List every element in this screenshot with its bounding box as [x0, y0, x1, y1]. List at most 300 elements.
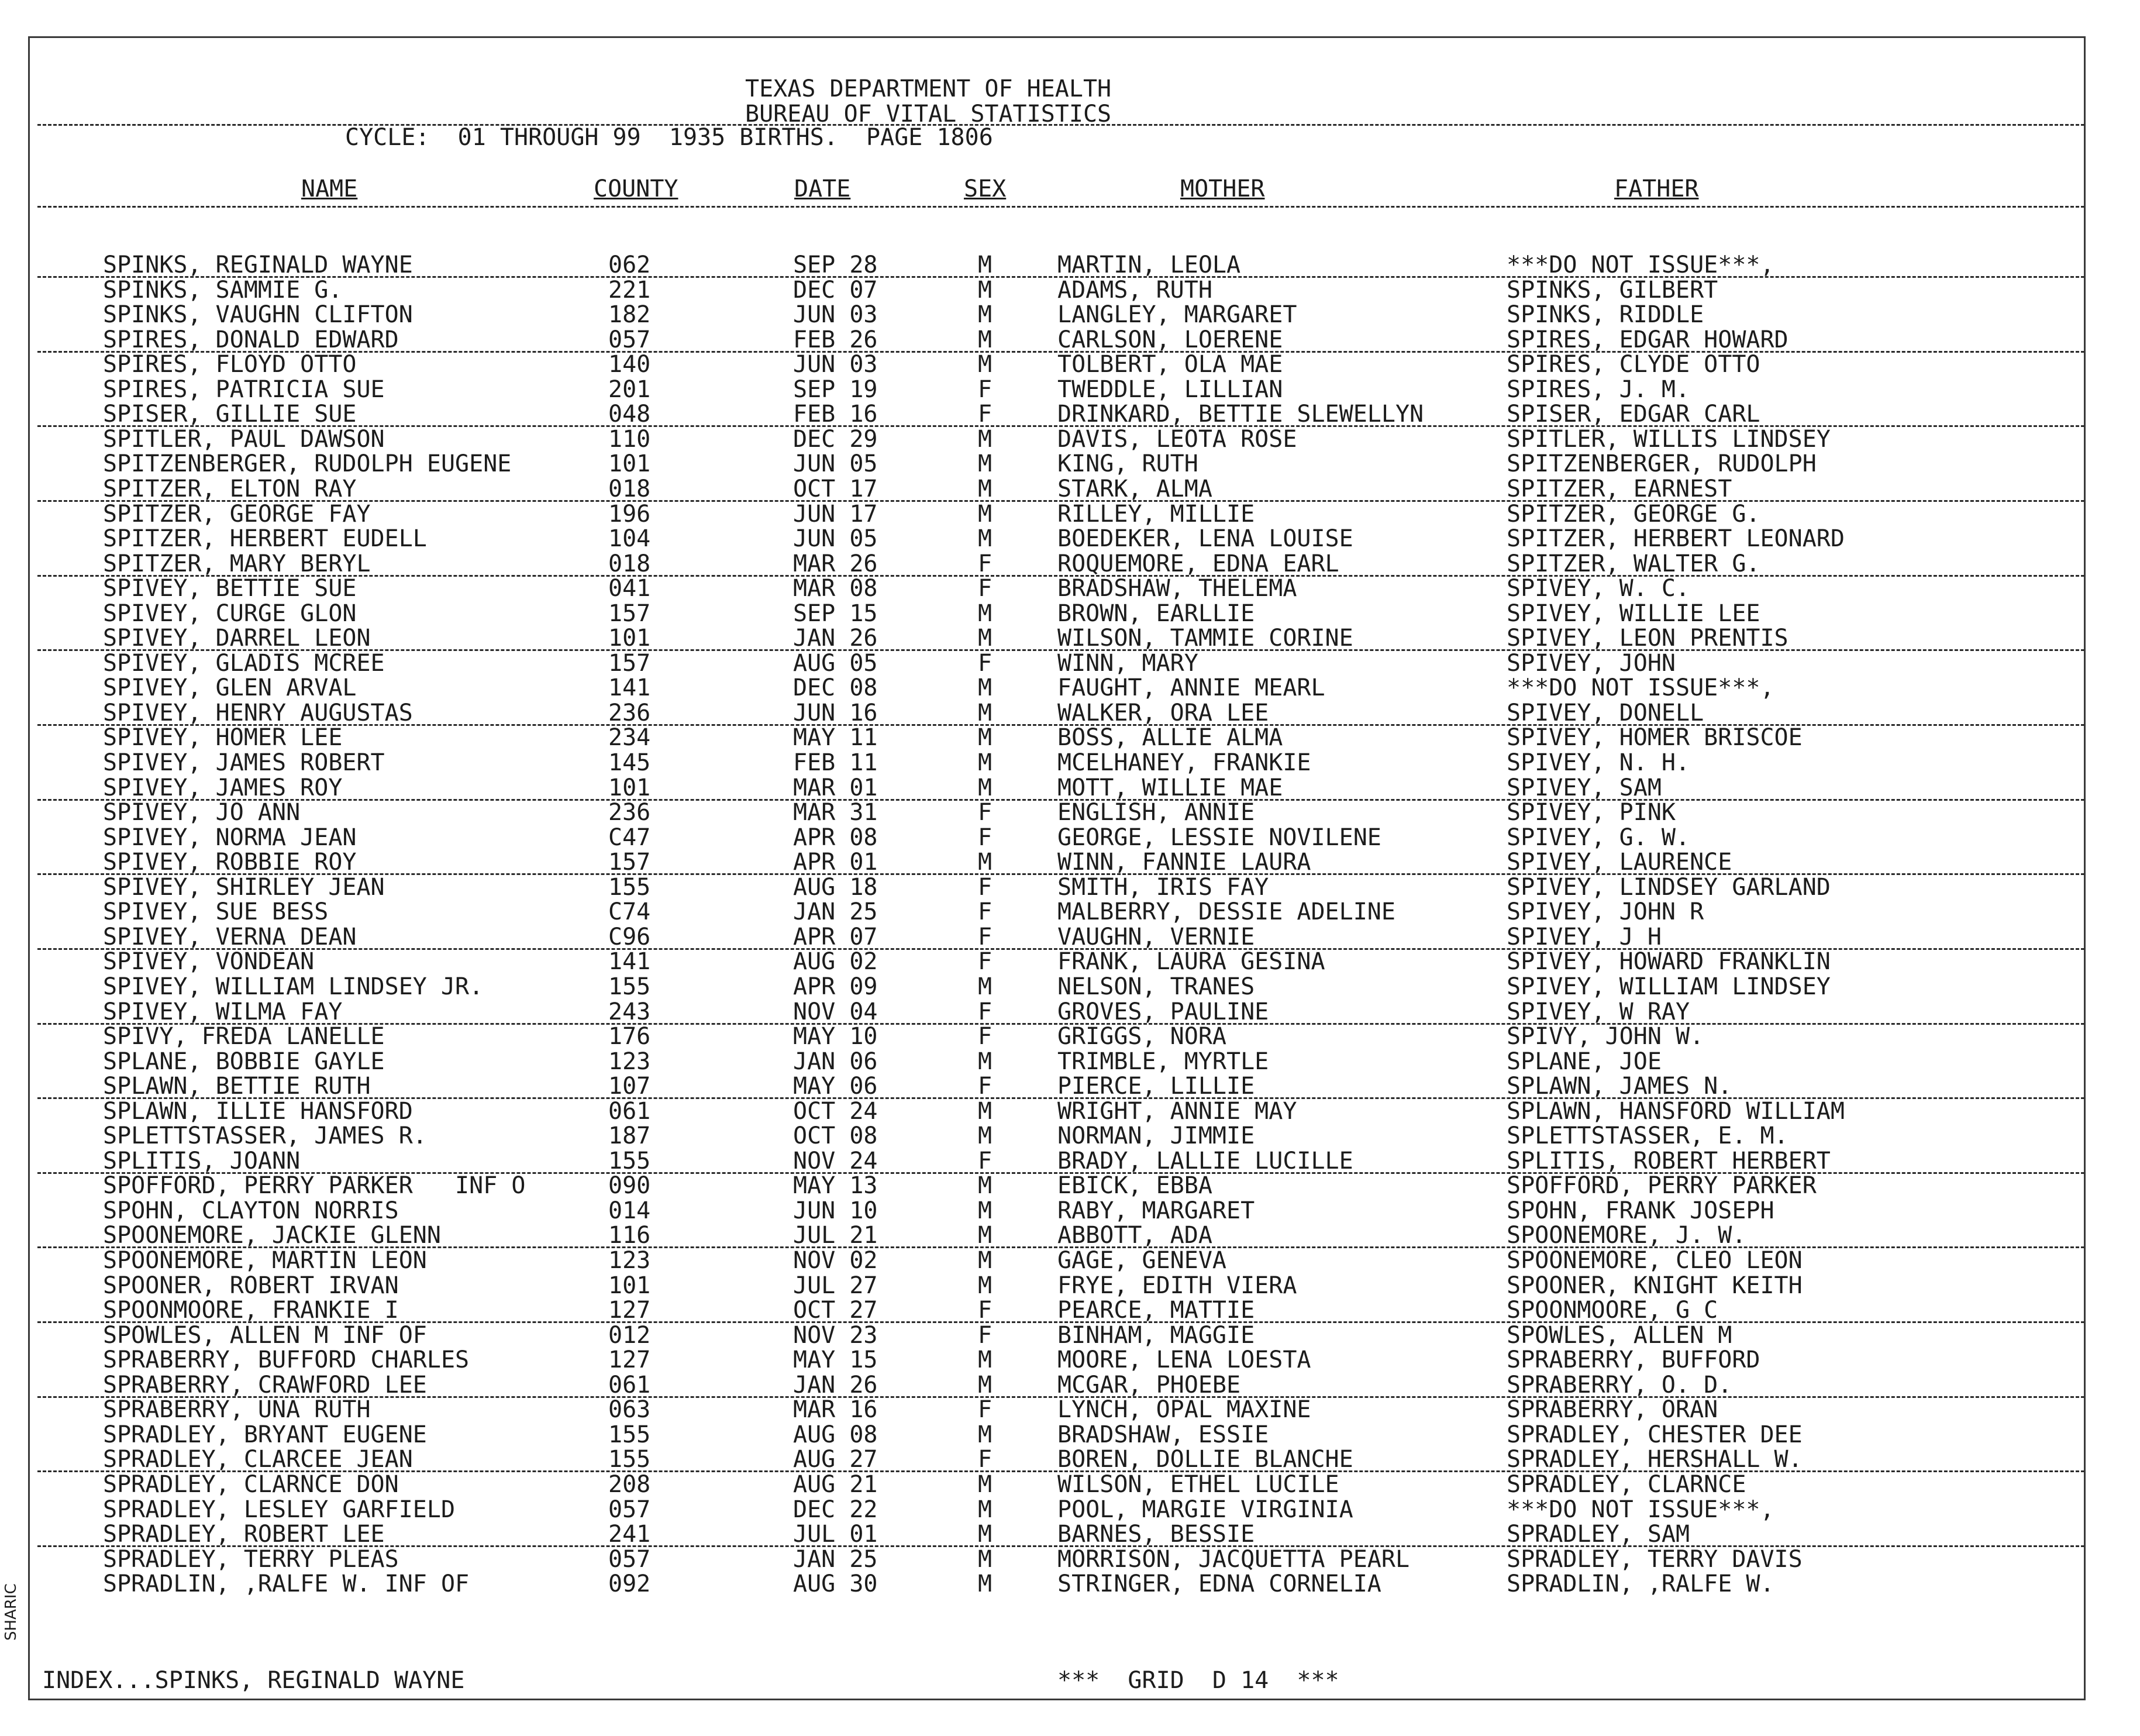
record-sex: M	[978, 1097, 993, 1125]
record-county: 018	[608, 550, 651, 577]
record-county: 123	[608, 1048, 651, 1075]
record-name: SPOONER, ROBERT IRVAN	[103, 1272, 399, 1299]
record-mother: MCELHANEY, FRANKIE	[1057, 749, 1311, 776]
record-father: SPIVEY, LEON PRENTIS	[1507, 625, 1788, 652]
record-date: JAN 26	[793, 625, 878, 652]
record-name: SPITZER, GEORGE FAY	[103, 500, 371, 528]
record-county: 221	[608, 276, 651, 304]
record-father: SPOWLES, ALLEN M	[1507, 1321, 1732, 1349]
record-sex: M	[978, 525, 993, 553]
record-date: JAN 25	[793, 1545, 878, 1573]
record-father: SPITZER, EARNEST	[1507, 475, 1732, 502]
record-name: SPLAWN, ILLIE HANSFORD	[103, 1097, 413, 1125]
record-name: SPIVY, FREDA LANELLE	[103, 1023, 385, 1050]
record-father: SPRABERRY, O. D.	[1507, 1371, 1732, 1399]
record-sex: F	[978, 1396, 993, 1424]
record-mother: WILSON, TAMMIE CORINE	[1057, 625, 1353, 652]
record-county: 187	[608, 1122, 651, 1150]
record-father: SPRADLEY, CHESTER DEE	[1507, 1421, 1803, 1448]
record-name: SPIVEY, VERNA DEAN	[103, 923, 357, 950]
record-father: SPOONEMORE, CLEO LEON	[1507, 1247, 1803, 1274]
record-mother: CARLSON, LOERENE	[1057, 326, 1283, 353]
record-father: SPIVEY, PINK	[1507, 799, 1676, 826]
record-county: 014	[608, 1197, 651, 1224]
record-name: SPIVEY, HOMER LEE	[103, 724, 343, 752]
record-county: 176	[608, 1023, 651, 1050]
record-name: SPIVEY, ROBBIE ROY	[103, 849, 357, 876]
record-mother: NORMAN, JIMMIE	[1057, 1122, 1255, 1150]
record-name: SPRABERRY, CRAWFORD LEE	[103, 1371, 427, 1399]
record-sex: F	[978, 799, 993, 826]
record-name: SPOFFORD, PERRY PARKER INF O	[103, 1172, 526, 1200]
record-mother: EBICK, EBBA	[1057, 1172, 1212, 1200]
record-mother: BRADSHAW, THELEMA	[1057, 575, 1297, 602]
record-county: 127	[608, 1297, 651, 1324]
record-sex: F	[978, 923, 993, 950]
record-county: 012	[608, 1321, 651, 1349]
record-county: 145	[608, 749, 651, 776]
record-sex: F	[978, 550, 993, 577]
record-date: NOV 24	[793, 1147, 878, 1174]
record-father: SPRADLEY, HERSHALL W.	[1507, 1446, 1803, 1473]
record-name: SPINKS, VAUGHN CLIFTON	[103, 301, 413, 329]
record-sex: M	[978, 774, 993, 801]
record-date: JAN 25	[793, 898, 878, 926]
record-sex: F	[978, 948, 993, 976]
record-sex: F	[978, 1023, 993, 1050]
record-mother: SMITH, IRIS FAY	[1057, 873, 1269, 901]
record-mother: STARK, ALMA	[1057, 475, 1212, 502]
record-county: 090	[608, 1172, 651, 1200]
record-sex: M	[978, 450, 993, 478]
record-date: SEP 19	[793, 376, 878, 403]
record-date: JAN 06	[793, 1048, 878, 1075]
record-sex: M	[978, 1421, 993, 1448]
record-date: MAR 01	[793, 774, 878, 801]
record-father: SPIVEY, N. H.	[1507, 749, 1690, 776]
record-name: SPRADLIN, ,RALFE W. INF OF	[103, 1570, 470, 1598]
record-sex: M	[978, 475, 993, 502]
record-name: SPIVEY, JAMES ROY	[103, 774, 343, 801]
record-sex: M	[978, 1172, 993, 1200]
record-name: SPLANE, BOBBIE GAYLE	[103, 1048, 385, 1075]
record-county: 141	[608, 948, 651, 976]
record-sex: M	[978, 600, 993, 627]
record-date: SEP 28	[793, 252, 878, 278]
record-name: SPIVEY, WILMA FAY	[103, 998, 343, 1025]
record-date: JUN 17	[793, 500, 878, 528]
record-sex: M	[978, 1496, 993, 1523]
record-date: MAR 31	[793, 799, 878, 826]
record-date: APR 07	[793, 923, 878, 950]
record-mother: STRINGER, EDNA CORNELIA	[1057, 1570, 1381, 1598]
record-sex: M	[978, 326, 993, 353]
record-date: FEB 11	[793, 749, 878, 776]
index-label: INDEX...SPINKS, REGINALD WAYNE	[42, 1667, 465, 1694]
record-name: SPIVEY, VONDEAN	[103, 948, 315, 976]
record-mother: TWEDDLE, LILLIAN	[1057, 376, 1283, 403]
department-title: TEXAS DEPARTMENT OF HEALTH	[745, 75, 1112, 102]
record-date: DEC 07	[793, 276, 878, 304]
record-county: 208	[608, 1470, 651, 1498]
record-county: 107	[608, 1073, 651, 1100]
record-county: 123	[608, 1247, 651, 1274]
record-name: SPIVEY, JO ANN	[103, 799, 301, 826]
record-father: SPRABERRY, ORAN	[1507, 1396, 1718, 1424]
record-mother: BINHAM, MAGGIE	[1057, 1321, 1255, 1349]
column-name: NAME	[301, 175, 358, 202]
record-name: SPRADLEY, TERRY PLEAS	[103, 1545, 399, 1573]
record-date: AUG 30	[793, 1570, 878, 1598]
record-county: 236	[608, 699, 651, 726]
record-county: 018	[608, 475, 651, 502]
record-father: SPINKS, RIDDLE	[1507, 301, 1704, 329]
record-date: MAY 11	[793, 724, 878, 752]
record-date: AUG 18	[793, 873, 878, 901]
record-sex: F	[978, 1073, 993, 1100]
record-name: SPIRES, DONALD EDWARD	[103, 326, 399, 353]
record-county: 116	[608, 1222, 651, 1249]
record-mother: MOORE, LENA LOESTA	[1057, 1346, 1311, 1374]
record-date: NOV 23	[793, 1321, 878, 1349]
record-sex: M	[978, 1371, 993, 1399]
record-sex: F	[978, 649, 993, 677]
record-date: JUN 10	[793, 1197, 878, 1224]
record-father: SPLANE, JOE	[1507, 1048, 1662, 1075]
record-father: ***DO NOT ISSUE***,	[1507, 1496, 1774, 1523]
record-county: 061	[608, 1371, 651, 1399]
record-date: JUN 05	[793, 450, 878, 478]
record-county: 110	[608, 425, 651, 453]
record-name: SPOWLES, ALLEN M INF OF	[103, 1321, 427, 1349]
record-mother: BOSS, ALLIE ALMA	[1057, 724, 1283, 752]
record-father: ***DO NOT ISSUE***,	[1507, 674, 1774, 702]
record-county: 101	[608, 1272, 651, 1299]
record-date: MAY 06	[793, 1073, 878, 1100]
record-sex: F	[978, 1321, 993, 1349]
record-father: SPISER, EDGAR CARL	[1507, 401, 1760, 428]
record-date: OCT 27	[793, 1297, 878, 1324]
record-county: 155	[608, 1421, 651, 1448]
record-name: SPIRES, FLOYD OTTO	[103, 351, 357, 378]
record-name: SPIVEY, HENRY AUGUSTAS	[103, 699, 413, 726]
record-father: SPIRES, J. M.	[1507, 376, 1690, 403]
record-county: 057	[608, 1496, 651, 1523]
record-county: 182	[608, 301, 651, 329]
record-date: APR 09	[793, 973, 878, 1000]
record-date: FEB 26	[793, 326, 878, 353]
record-county: 041	[608, 575, 651, 602]
record-county: 234	[608, 724, 651, 752]
record-date: SEP 15	[793, 600, 878, 627]
record-date: AUG 02	[793, 948, 878, 976]
record-name: SPLAWN, BETTIE RUTH	[103, 1073, 371, 1100]
record-mother: WRIGHT, ANNIE MAY	[1057, 1097, 1297, 1125]
record-mother: RABY, MARGARET	[1057, 1197, 1255, 1224]
record-name: SPITLER, PAUL DAWSON	[103, 425, 385, 453]
record-county: 101	[608, 774, 651, 801]
column-sex: SEX	[964, 175, 1007, 202]
record-mother: MCGAR, PHOEBE	[1057, 1371, 1241, 1399]
record-father: SPRADLEY, CLARNCE	[1507, 1470, 1746, 1498]
record-sex: M	[978, 1272, 993, 1299]
record-sex: M	[978, 1048, 993, 1075]
record-father: SPIVEY, JOHN R	[1507, 898, 1704, 926]
record-county: 092	[608, 1570, 651, 1598]
record-mother: KING, RUTH	[1057, 450, 1198, 478]
column-mother: MOTHER	[1180, 175, 1265, 202]
record-sex: M	[978, 276, 993, 304]
record-name: SPIVEY, JAMES ROBERT	[103, 749, 385, 776]
record-father: SPIVEY, SAM	[1507, 774, 1662, 801]
record-mother: VAUGHN, VERNIE	[1057, 923, 1255, 950]
record-father: SPOONMOORE, G C	[1507, 1297, 1718, 1324]
record-county: 141	[608, 674, 651, 702]
record-father: SPITZER, GEORGE G.	[1507, 500, 1760, 528]
record-date: MAR 26	[793, 550, 878, 577]
record-sex: M	[978, 425, 993, 453]
record-mother: GROVES, PAULINE	[1057, 998, 1269, 1025]
record-date: JUL 21	[793, 1222, 878, 1249]
record-mother: MALBERRY, DESSIE ADELINE	[1057, 898, 1395, 926]
record-county: 155	[608, 1147, 651, 1174]
record-date: MAY 10	[793, 1023, 878, 1050]
record-county: 155	[608, 973, 651, 1000]
record-county: 157	[608, 849, 651, 876]
record-name: SPLETTSTASSER, JAMES R.	[103, 1122, 427, 1150]
record-sex: F	[978, 401, 993, 428]
record-mother: GRIGGS, NORA	[1057, 1023, 1226, 1050]
record-date: MAY 13	[793, 1172, 878, 1200]
record-county: 061	[608, 1097, 651, 1125]
record-date: JUN 05	[793, 525, 878, 553]
record-mother: ADAMS, RUTH	[1057, 276, 1212, 304]
record-county: 057	[608, 1545, 651, 1573]
record-father: SPITZER, WALTER G.	[1507, 550, 1760, 577]
record-father: SPIVEY, HOMER BRISCOE	[1507, 724, 1803, 752]
record-sex: M	[978, 1470, 993, 1498]
record-name: SPIVEY, WILLIAM LINDSEY JR.	[103, 973, 484, 1000]
record-date: JUN 16	[793, 699, 878, 726]
record-mother: FRANK, LAURA GESINA	[1057, 948, 1325, 976]
record-sex: M	[978, 1222, 993, 1249]
record-father: SPLETTSTASSER, E. M.	[1507, 1122, 1788, 1150]
record-name: SPINKS, SAMMIE G.	[103, 276, 343, 304]
record-father: SPIVEY, DONELL	[1507, 699, 1704, 726]
record-name: SPIVEY, SHIRLEY JEAN	[103, 873, 385, 901]
record-county: 157	[608, 649, 651, 677]
record-sex: F	[978, 873, 993, 901]
record-county: 063	[608, 1396, 651, 1424]
record-mother: BARNES, BESSIE	[1057, 1521, 1255, 1548]
record-county: 155	[608, 1446, 651, 1473]
record-date: JUN 03	[793, 351, 878, 378]
record-sex: M	[978, 1521, 993, 1548]
record-sex: M	[978, 1570, 993, 1598]
record-county: C47	[608, 824, 651, 851]
record-name: SPOHN, CLAYTON NORRIS	[103, 1197, 399, 1224]
grid-label: *** GRID D 14 ***	[1057, 1667, 1339, 1694]
record-date: OCT 17	[793, 475, 878, 502]
record-name: SPRADLEY, ROBERT LEE	[103, 1521, 385, 1548]
record-sex: M	[978, 1346, 993, 1374]
record-date: DEC 29	[793, 425, 878, 453]
record-date: DEC 08	[793, 674, 878, 702]
record-mother: PEARCE, MATTIE	[1057, 1297, 1255, 1324]
record-mother: BRADSHAW, ESSIE	[1057, 1421, 1269, 1448]
record-father: SPITZENBERGER, RUDOLPH	[1507, 450, 1817, 478]
record-father: SPIVEY, WILLIAM LINDSEY	[1507, 973, 1831, 1000]
record-name: SPRADLEY, CLARCEE JEAN	[103, 1446, 413, 1473]
record-county: 236	[608, 799, 651, 826]
column-father: FATHER	[1614, 175, 1699, 202]
record-date: APR 08	[793, 824, 878, 851]
record-mother: ABBOTT, ADA	[1057, 1222, 1212, 1249]
record-father: SPIVEY, W. C.	[1507, 575, 1690, 602]
cycle-line: CYCLE: 01 THROUGH 99 1935 BIRTHS. PAGE 1806	[345, 124, 993, 151]
record-father: SPOFFORD, PERRY PARKER	[1507, 1172, 1817, 1200]
record-date: AUG 08	[793, 1421, 878, 1448]
record-mother: WINN, MARY	[1057, 649, 1198, 677]
record-name: SPIVEY, SUE BESS	[103, 898, 329, 926]
record-father: SPRABERRY, BUFFORD	[1507, 1346, 1760, 1374]
record-father: SPIVEY, J H	[1507, 923, 1662, 950]
record-county: 062	[608, 252, 651, 278]
record-name: SPRABERRY, UNA RUTH	[103, 1396, 371, 1424]
record-name: SPITZER, ELTON RAY	[103, 475, 357, 502]
record-sex: M	[978, 500, 993, 528]
record-mother: BRADY, LALLIE LUCILLE	[1057, 1147, 1353, 1174]
record-name: SPIVEY, CURGE GLON	[103, 600, 357, 627]
record-mother: ROQUEMORE, EDNA EARL	[1057, 550, 1339, 577]
record-father: SPLITIS, ROBERT HERBERT	[1507, 1147, 1831, 1174]
record-county: 157	[608, 600, 651, 627]
record-date: AUG 05	[793, 649, 878, 677]
record-county: 140	[608, 351, 651, 378]
record-mother: WILSON, ETHEL LUCILE	[1057, 1470, 1339, 1498]
record-name: SPRADLEY, LESLEY GARFIELD	[103, 1496, 456, 1523]
record-sex: M	[978, 1197, 993, 1224]
record-father: SPOONER, KNIGHT KEITH	[1507, 1272, 1803, 1299]
bureau-title: BUREAU OF VITAL STATISTICS	[745, 101, 1112, 128]
record-sex: M	[978, 252, 993, 278]
record-sex: F	[978, 1147, 993, 1174]
record-mother: NELSON, TRANES	[1057, 973, 1255, 1000]
record-sex: M	[978, 1247, 993, 1274]
record-father: SPLAWN, JAMES N.	[1507, 1073, 1732, 1100]
record-date: JAN 26	[793, 1371, 878, 1399]
record-sex: M	[978, 699, 993, 726]
record-father: SPIVEY, LAURENCE	[1507, 849, 1732, 876]
record-name: SPITZER, HERBERT EUDELL	[103, 525, 427, 553]
record-date: JUL 27	[793, 1272, 878, 1299]
record-father: SPINKS, GILBERT	[1507, 276, 1718, 304]
record-mother: LYNCH, OPAL MAXINE	[1057, 1396, 1311, 1424]
record-name: SPIVEY, BETTIE SUE	[103, 575, 357, 602]
record-sex: M	[978, 724, 993, 752]
record-county: 196	[608, 500, 651, 528]
record-mother: TRIMBLE, MYRTLE	[1057, 1048, 1269, 1075]
record-father: SPRADLIN, ,RALFE W.	[1507, 1570, 1774, 1598]
record-date: OCT 08	[793, 1122, 878, 1150]
record-mother: RILLEY, MILLIE	[1057, 500, 1255, 528]
record-father: ***DO NOT ISSUE***,	[1507, 252, 1774, 278]
record-mother: DAVIS, LEOTA ROSE	[1057, 425, 1297, 453]
record-mother: BROWN, EARLLIE	[1057, 600, 1255, 627]
record-sex: M	[978, 1545, 993, 1573]
record-date: AUG 21	[793, 1470, 878, 1498]
record-date: APR 01	[793, 849, 878, 876]
record-mother: POOL, MARGIE VIRGINIA	[1057, 1496, 1353, 1523]
record-name: SPIVEY, NORMA JEAN	[103, 824, 357, 851]
record-county: 101	[608, 625, 651, 652]
record-county: C96	[608, 923, 651, 950]
record-sex: F	[978, 1297, 993, 1324]
record-mother: TOLBERT, OLA MAE	[1057, 351, 1283, 378]
record-father: SPIRES, EDGAR HOWARD	[1507, 326, 1788, 353]
record-county: 101	[608, 450, 651, 478]
record-mother: MORRISON, JACQUETTA PEARL	[1057, 1545, 1410, 1573]
record-mother: FAUGHT, ANNIE MEARL	[1057, 674, 1325, 702]
record-mother: BOREN, DOLLIE BLANCHE	[1057, 1446, 1353, 1473]
record-date: MAR 16	[793, 1396, 878, 1424]
record-name: SPIVEY, GLEN ARVAL	[103, 674, 357, 702]
header-divider	[37, 124, 2084, 126]
record-father: SPIVEY, WILLIE LEE	[1507, 600, 1760, 627]
record-sex: M	[978, 1122, 993, 1150]
record-sex: M	[978, 849, 993, 876]
column-county: COUNTY	[594, 175, 678, 202]
record-date: JUL 01	[793, 1521, 878, 1548]
record-date: FEB 16	[793, 401, 878, 428]
column-divider	[37, 206, 2084, 208]
record-name: SPIVEY, GLADIS MCREE	[103, 649, 385, 677]
record-sex: M	[978, 301, 993, 329]
record-mother: WALKER, ORA LEE	[1057, 699, 1269, 726]
record-father: SPRADLEY, TERRY DAVIS	[1507, 1545, 1803, 1573]
record-father: SPOONEMORE, J. W.	[1507, 1222, 1746, 1249]
record-sex: M	[978, 749, 993, 776]
record-sex: M	[978, 625, 993, 652]
record-mother: ENGLISH, ANNIE	[1057, 799, 1255, 826]
record-date: NOV 02	[793, 1247, 878, 1274]
record-father: SPITLER, WILLIS LINDSEY	[1507, 425, 1831, 453]
column-date: DATE	[794, 175, 851, 202]
record-father: SPRADLEY, SAM	[1507, 1521, 1690, 1548]
record-father: SPIRES, CLYDE OTTO	[1507, 351, 1760, 378]
record-sex: F	[978, 575, 993, 602]
record-county: 048	[608, 401, 651, 428]
record-county: C74	[608, 898, 651, 926]
record-mother: BOEDEKER, LENA LOUISE	[1057, 525, 1353, 553]
record-sex: M	[978, 674, 993, 702]
record-date: MAR 08	[793, 575, 878, 602]
record-father: SPITZER, HERBERT LEONARD	[1507, 525, 1845, 553]
record-name: SPIVEY, DARREL LEON	[103, 625, 371, 652]
record-sex: M	[978, 351, 993, 378]
record-sex: M	[978, 973, 993, 1000]
record-name: SPRADLEY, BRYANT EUGENE	[103, 1421, 427, 1448]
record-name: SPINKS, REGINALD WAYNE	[103, 252, 413, 278]
record-name: SPRADLEY, CLARNCE DON	[103, 1470, 399, 1498]
record-name: SPITZER, MARY BERYL	[103, 550, 371, 577]
record-mother: DRINKARD, BETTIE SLEWELLYN	[1057, 401, 1424, 428]
record-mother: MOTT, WILLIE MAE	[1057, 774, 1283, 801]
record-father: SPIVEY, HOWARD FRANKLIN	[1507, 948, 1831, 976]
record-date: DEC 22	[793, 1496, 878, 1523]
record-sex: F	[978, 1446, 993, 1473]
record-father: SPLAWN, HANSFORD WILLIAM	[1507, 1097, 1845, 1125]
